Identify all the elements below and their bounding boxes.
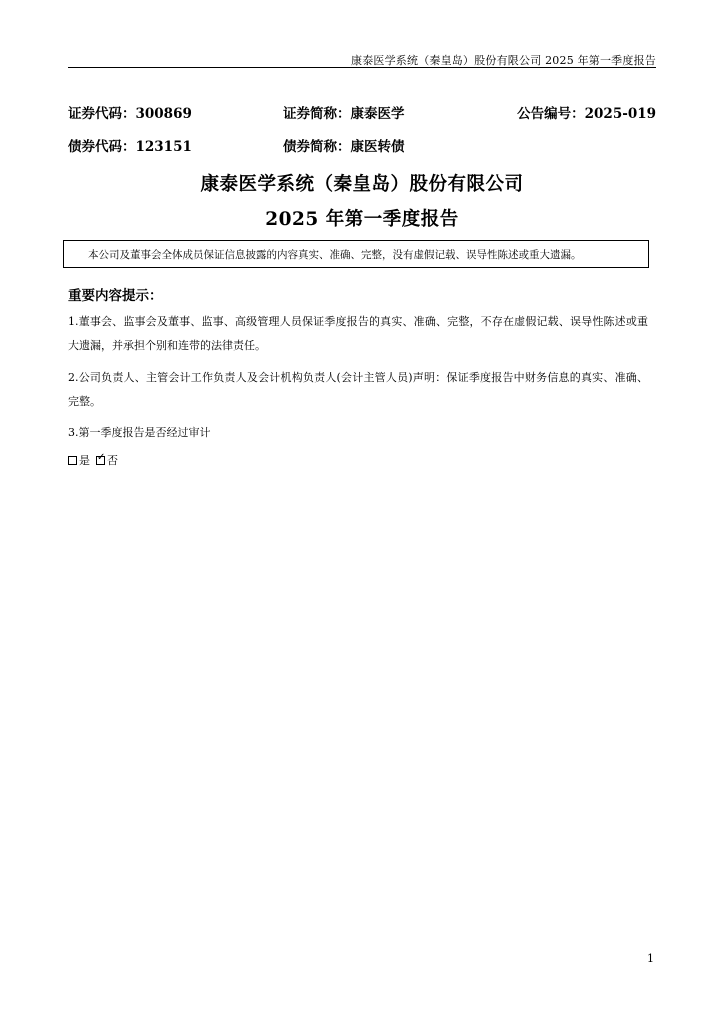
report-title: 2025 年第一季度报告: [265, 209, 459, 230]
running-header: 康泰医学系统（秦皇岛）股份有限公司 2025 年第一季度报告: [351, 54, 656, 67]
audit-options: [68, 449, 648, 473]
board-statement-text: 本公司及董事会全体成员保证信息披露的内容真实、准确、完整，没有虚假记载、误导性陈述或重大遗漏。: [88, 249, 582, 261]
audit-no-checkbox[interactable]: ✓: [97, 452, 106, 463]
notice-item-2: 2.公司负责人、主管会计工作负责人及会计机构负责人(会计主管人员)声明：保证季度报告中财务信息的真实、准确、完整。: [68, 371, 648, 408]
company-title: 康泰医学系统（秦皇岛）股份有限公司: [200, 174, 524, 195]
notice-item-1: 1.董事会、监事会及董事、监事、高级管理人员保证季度报告的真实、准确、完整，不存在虚假记载、误导性陈述或重大遗漏，并承担个别和连带的法律责任。: [68, 315, 648, 352]
audit-no-label: 否: [107, 454, 118, 467]
page-number: 1: [647, 952, 654, 965]
stock-code: 证券代码：300869: [68, 106, 192, 122]
notice-item-3: 3.第一季度报告是否经过审计: [68, 426, 211, 439]
bond-info-row: [68, 135, 656, 153]
important-notice-heading: 重要内容提示：: [68, 288, 163, 304]
stock-abbreviation: 证券简称：康泰医学: [283, 106, 405, 122]
bond-code: 债券代码：123151: [68, 139, 192, 155]
security-info-row: [68, 102, 656, 120]
audit-yes-checkbox[interactable]: [68, 456, 77, 465]
announcement-number: 公告编号：2025-019: [517, 106, 656, 122]
board-statement-box: [63, 240, 649, 268]
header-rule: [68, 67, 656, 68]
audit-yes-label: 是: [79, 454, 90, 467]
bond-abbreviation: 债券简称：康医转债: [283, 139, 405, 155]
